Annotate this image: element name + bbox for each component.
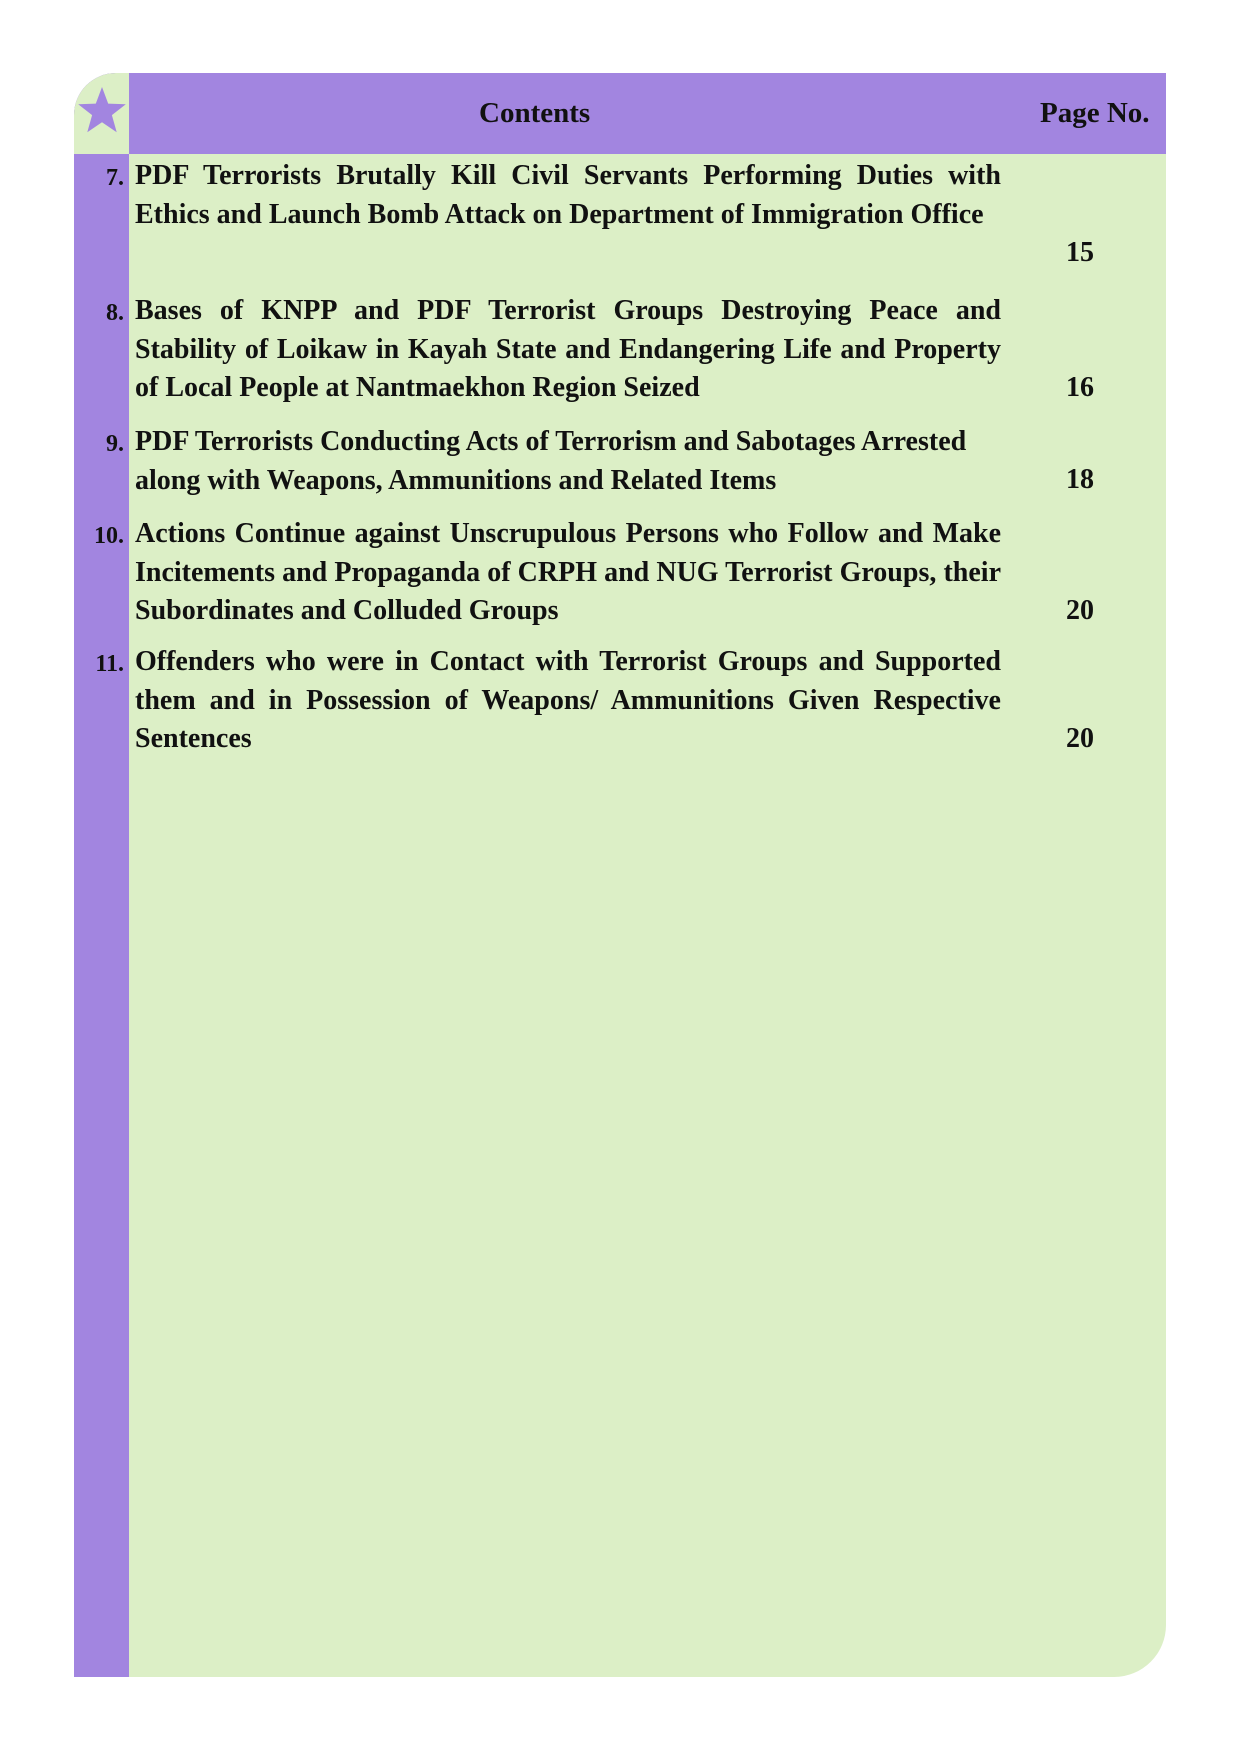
- contents-heading: Contents: [479, 97, 591, 129]
- entry-number: 7.: [106, 165, 124, 191]
- contents-panel: [74, 73, 1166, 1677]
- entry-page-number: 20: [1066, 723, 1094, 754]
- entry-title: PDF Terrorists Brutally Kill Civil Servants Performing Duties with Ethics and Launch Bomb Attack on Department of Immigration Office: [135, 160, 1001, 230]
- entry-number: 8.: [106, 300, 124, 326]
- toc-entry[interactable]: [74, 157, 1166, 277]
- toc-entry[interactable]: [74, 423, 1166, 503]
- toc-entry[interactable]: [74, 643, 1166, 763]
- toc-entry[interactable]: [74, 515, 1166, 635]
- entry-number: 9.: [106, 431, 124, 457]
- entry-page-number: 15: [1066, 237, 1094, 268]
- entry-title: Actions Continue against Unscrupulous Persons who Follow and Make Incitements and Propaganda of CRPH and NUG Terrorist Groups, their Subordinates and Colluded Groups: [135, 518, 1001, 626]
- entry-title: PDF Terrorists Conducting Acts of Terrorism and Sabotages Arrested along with Weapons, Ammunitions and Related Items: [135, 426, 967, 496]
- entry-page-number: 16: [1066, 372, 1094, 403]
- entry-number: 11.: [95, 651, 124, 677]
- page-number-heading: Page No.: [1040, 97, 1150, 129]
- corner-cell: [74, 73, 129, 154]
- entry-number: 10.: [94, 523, 124, 549]
- entry-title: Bases of KNPP and PDF Terrorist Groups Destroying Peace and Stability of Loikaw in Kayah State and Endangering Life and Property of Local People at Nantmaekhon Region Seized: [135, 295, 1001, 403]
- star-icon: [77, 85, 127, 135]
- entry-page-number: 20: [1066, 595, 1094, 626]
- table-header: [129, 73, 1166, 154]
- entry-page-number: 18: [1066, 464, 1094, 495]
- toc-entry[interactable]: [74, 292, 1166, 412]
- entry-title: Offenders who were in Contact with Terrorist Groups and Supported them and in Possession of Weapons/ Ammunitions Given Respective Sentences: [135, 646, 1001, 754]
